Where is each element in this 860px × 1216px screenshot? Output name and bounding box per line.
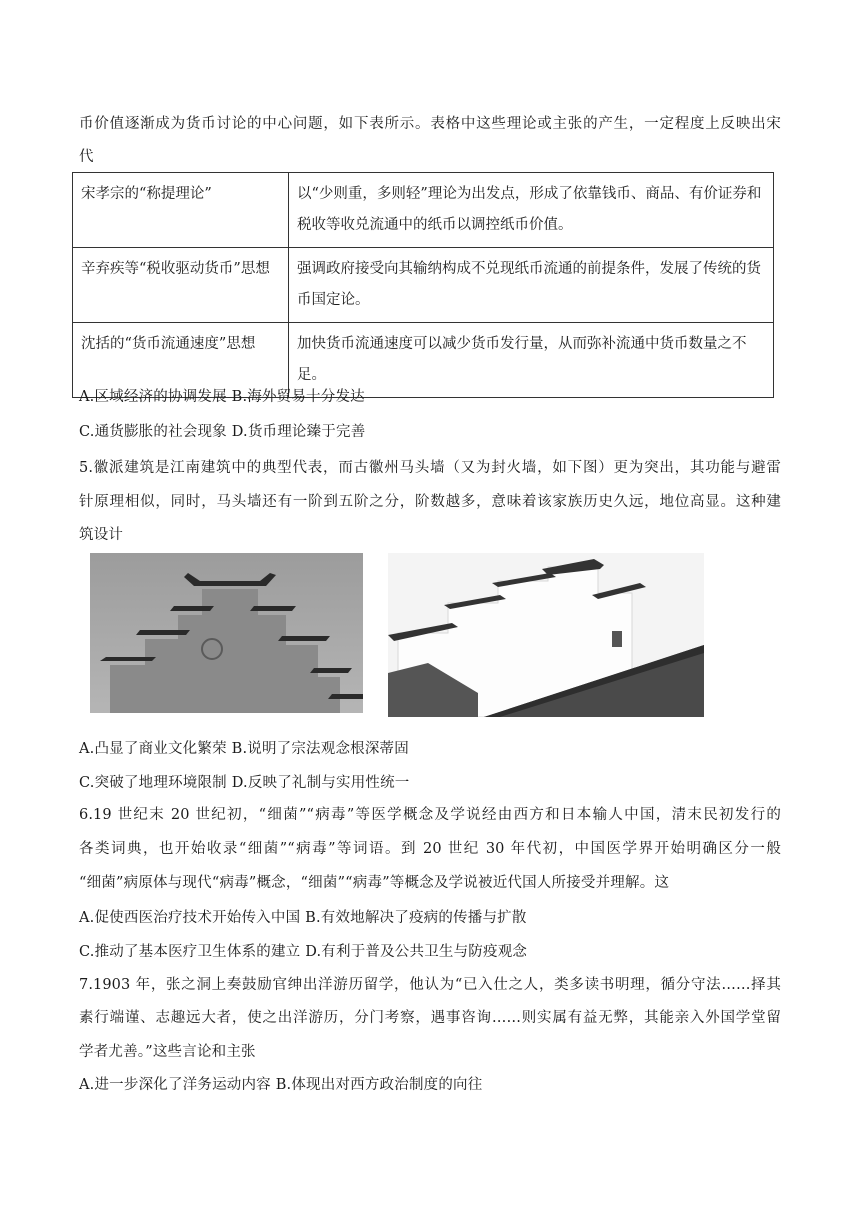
q6-line-3: “细菌”病原体与现代“病毒”概念，“细菌”“病毒”等概念及学说被近代国人所接受并理解。这 [79, 875, 670, 891]
horse-head-wall-photo-left [90, 553, 363, 713]
table-cell-name: 宋孝宗的“称提理论” [73, 173, 289, 248]
table-cell-name: 沈括的“货币流通速度”思想 [73, 323, 289, 398]
q6-line-1: 6.19 世纪末 20 世纪初，“细菌”“病毒”等医学概念及学说经由西方和日本输人中国，清末民初发行的 [79, 807, 781, 823]
horse-head-wall-photo-right [388, 553, 704, 717]
q7-line-3: 学者尤善。”这些言论和主张 [79, 1044, 256, 1060]
q5-line-1: 5.徽派建筑是江南建筑中的典型代表，而古徽州马头墙（又为封火墙，如下图）更为突出，其功能与避雷 [79, 460, 781, 476]
table-cell-desc: 强调政府接受向其输纳构成不兑现纸币流通的前提条件，发展了传统的货币国定论。 [289, 248, 774, 323]
q4-options-cd: C.通货膨胀的社会现象 D.货币理论臻于完善 [79, 424, 366, 440]
q6-options-ab: A.促使西医治疗技术开始传入中国 B.有效地解决了疫病的传播与扩散 [79, 910, 527, 926]
q5-options-cd: C.突破了地理环境限制 D.反映了礼制与实用性统一 [79, 775, 410, 791]
theory-table [72, 172, 774, 398]
q6-line-2: 各类词典，也开始收录“细菌”“病毒”等词语。到 20 世纪 30 年代初，中国医学界开始明确区分一般 [79, 841, 781, 857]
intro-line-2: 代 [79, 149, 94, 165]
q5-line-3: 筑设计 [79, 527, 124, 543]
intro-line-1: 币价值逐渐成为货币讨论的中心问题，如下表所示。表格中这些理论或主张的产生，一定程度上反映出宋 [79, 116, 781, 132]
q5-options-ab: A.凸显了商业文化繁荣 B.说明了宗法观念根深蒂固 [79, 741, 409, 757]
table-cell-name: 辛弃疾等“税收驱动货币”思想 [73, 248, 289, 323]
q7-line-2: 素行端谨、志趣远大者，使之出洋游历，分门考察，遇事咨询……则实属有益无弊，其能亲入外国学堂留 [79, 1010, 781, 1026]
table-row [73, 248, 774, 323]
table-cell-desc: 加快货币流通速度可以减少货币发行量，从而弥补流通中货币数量之不足。 [289, 323, 774, 398]
q7-line-1: 7.1903 年，张之洞上奏鼓励官绅出洋游历留学，他认为“已入仕之人，类多读书明理，循分守法……择其 [79, 977, 781, 993]
q5-line-2: 针原理相似，同时，马头墙还有一阶到五阶之分，阶数越多，意味着该家族历史久远，地位高显。这种建 [79, 494, 781, 510]
table-row [73, 173, 774, 248]
q7-options-ab: A.进一步深化了洋务运动内容 B.体现出对西方政治制度的向往 [79, 1077, 483, 1093]
q6-options-cd: C.推动了基本医疗卫生体系的建立 D.有利于普及公共卫生与防疫观念 [79, 944, 528, 960]
table-cell-desc: 以“少则重，多则轻”理论为出发点，形成了依靠钱币、商品、有价证券和税收等收兑流通中的纸币以调控纸币价值。 [289, 173, 774, 248]
q4-options-ab: A.区域经济的协调发展 B.海外贸易十分发达 [79, 389, 365, 405]
